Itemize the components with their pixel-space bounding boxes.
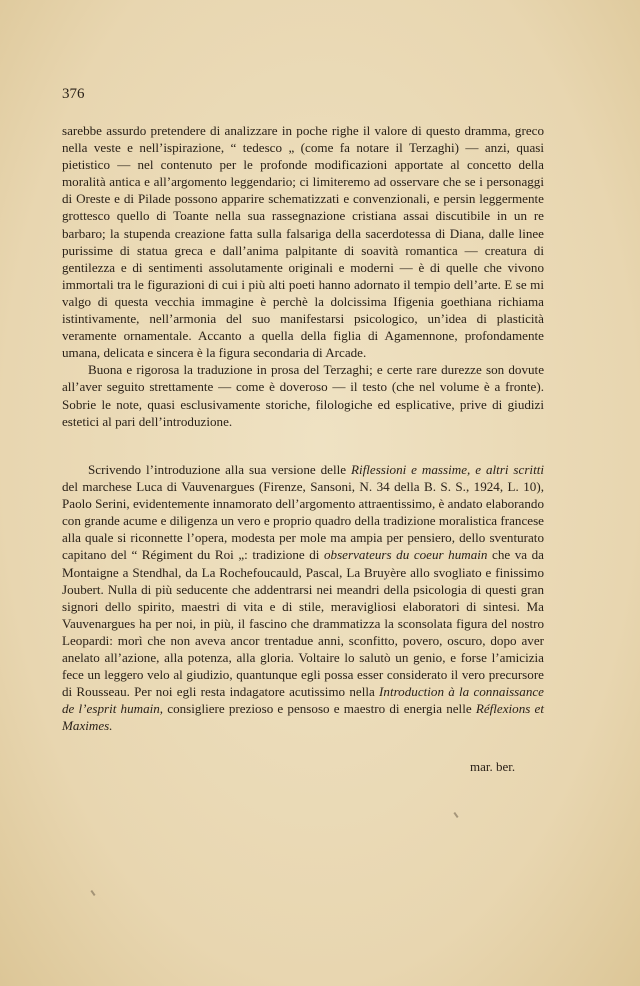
- review-iphigenie: [62, 122, 544, 430]
- paper-speck: [90, 890, 95, 896]
- work-title: Réflexions et Maximes.: [62, 701, 544, 734]
- author-signature: mar. ber.: [470, 759, 516, 774]
- review-vauvenargues: [62, 461, 544, 735]
- book-title: Riflessioni e massime, e altri scritti: [350, 462, 544, 477]
- review-paragraph: [62, 461, 544, 735]
- text-run: del marchese Luca di Vauvenargues (Firenze, Sansoni, N. 34 della B. S. S., 1924, L. 10), Paolo Serini, evidentemente innamorato dell’argomento attraentissimo, è andato elaborando con grande acume e diligenza un vero e proprio quadro della tradizione moralistica francese alla quale si riconnette l’opera, modesta per mole ma ampia per pensiero, dello sventurato capitano del “ Régiment du Roi „: tradizione di: [62, 479, 544, 563]
- work-title: Introduction à la connaissance de l’esprit humain,: [62, 684, 544, 717]
- review-paragraph: sarebbe assurdo pretendere di analizzare in poche righe il valore di questo dramma, greco nella veste e nell’ispirazione, “ tedesco „ (come fa notare il Terzaghi) — anzi, quasi pietistico — nel contenuto per le profonde modificazioni apportate al concetto della moralità antica e all’argomento leggendario; ci limiteremo ad osservare che se i personaggi di Oreste e di Pilade possono apparire schematizzati e convenzionali, e persin leggermente grottesco quello di Toante nella sua rassegnazione cristiana assai discutibile in un re barbaro; la stupenda creazione fatta sulla falsariga della sacerdotessa di Diana, dalle linee purissime di statua greca e dall’anima palpitante di soavità romantica — creatura di gentilezza e di sentimenti assolutamente originali e moderni — è di quelle che vivono immortali tra le figurazioni di cui i più alti poeti hanno adornato il tempio dell’arte. E se mi valgo di questa vecchia immagine è perchè la dolcissima Ifigenia goethiana richiama istintivamente, nell’armonia del suo manifestarsi psicologico, un’idea di plasticità veramente ornamentale. Accanto a quella della figlia di Agamennone, profondamente umana, delicata e sincera è la figura secondaria di Arcade.: [62, 123, 544, 361]
- text-run: che va da Montaigne a Stendhal, da La Rochefoucauld, Pascal, La Bruyère allo svogliato e finissimo Joubert. Nulla di più seducente che addentrarsi nei meandri della psicologia di questi gran signori dello spirito, maestri di vita e di stile, meravigliosi elaboratori di sintesi. Ma Vauvenargues ha per noi, in più, il fascino che drammatizza la sconsolata figura del nostro Leopardi: morì che non aveva ancor trentadue anni, sconfitto, povero, oscuro, dopo aver anelato all’azione, alla potenza, alla gloria. Voltaire lo salutò un genio, e forse l’amicizia fece un leggero velo al giudizio, quantunque egli possa esser considerato il vero precursore di Rousseau. Per noi egli resta indagatore acutissimo nella: [62, 547, 544, 700]
- review-paragraph: Buona e rigorosa la traduzione in prosa del Terzaghi; e certe rare durezze son dovute all’aver seguito strettamente — come è doveroso — il testo (che nel volume è a fronte). Sobrie le note, quasi esclusivamente storiche, filologiche ed esplicative, prive di giudizi estetici al pari dell’introduzione.: [62, 362, 544, 429]
- quoted-phrase: observateurs du coeur humain: [323, 547, 488, 563]
- page-number: 376: [62, 86, 85, 102]
- text-run: Scrivendo l’introduzione alla sua versione delle: [88, 462, 351, 477]
- text-run: consigliere prezioso e pensoso e maestro di energia nelle: [163, 701, 476, 717]
- paper-speck: [453, 812, 458, 818]
